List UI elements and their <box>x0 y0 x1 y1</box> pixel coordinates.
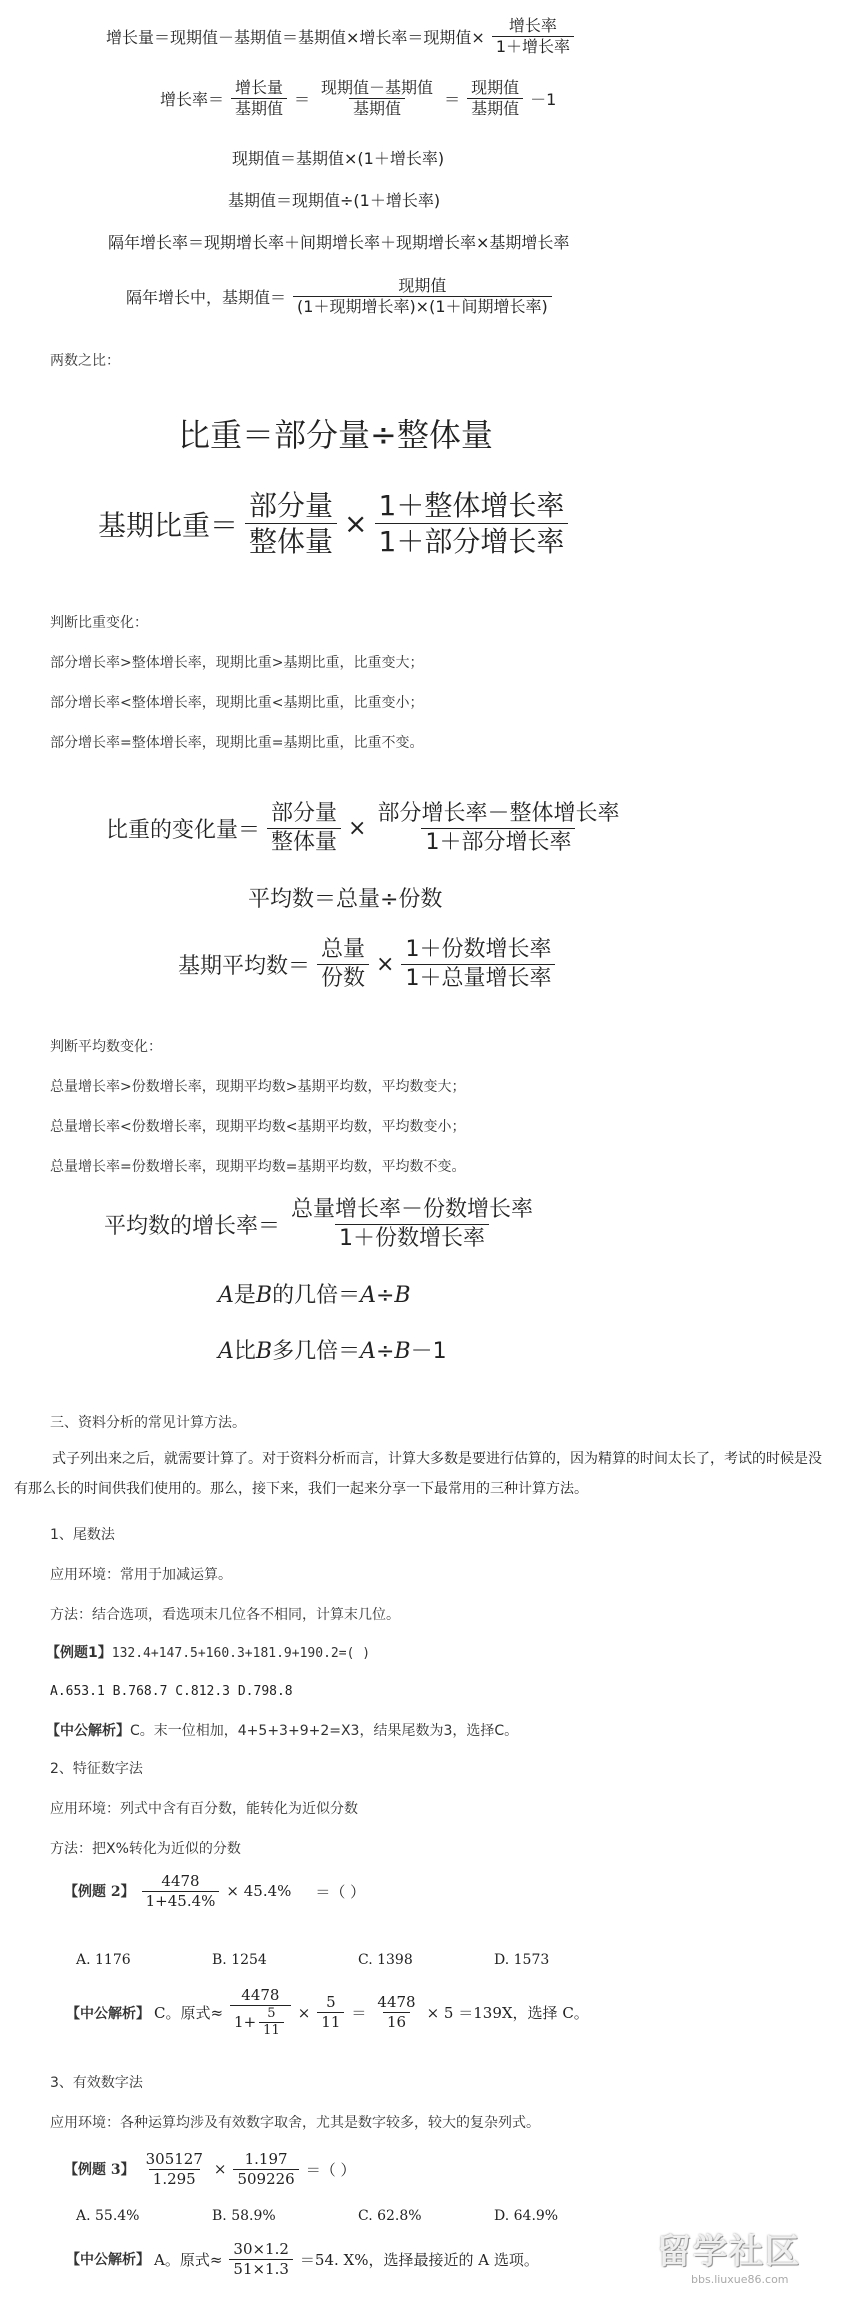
answer-text: ＝54. X%，选择最接近的 A 选项。 <box>299 2250 539 2269</box>
denominator <box>230 2005 291 2040</box>
numerator: 305127 <box>145 2150 203 2168</box>
formula-increment <box>106 16 577 57</box>
option-b: B. 58.9% <box>212 2208 276 2224</box>
formula-text: 比重的变化量＝ <box>106 817 261 843</box>
denominator: 1＋总量增长率 <box>401 964 555 993</box>
section-heading: 三、资料分析的常见计算方法。 <box>50 1415 246 1431</box>
method-env: 应用环境：常用于加减运算。 <box>50 1567 232 1583</box>
numerator: 1＋整体增长率 <box>378 489 565 522</box>
judge-line: 部分增长率<整体增长率，现期比重<基期比重，比重变小； <box>50 695 424 711</box>
option-a: A. 1176 <box>76 1952 131 1968</box>
numerator: 总量增长率－份数增长率 <box>291 1197 534 1222</box>
var-b: B <box>255 1283 273 1308</box>
numerator: 5 <box>326 1993 336 2012</box>
option-c: C. 1398 <box>358 1952 413 1968</box>
times: × <box>213 2160 227 2179</box>
denominator: 509226 <box>233 2169 298 2189</box>
minus-one: －1 <box>530 90 557 109</box>
method-desc: 方法：结合选项，看选项末几位各不相同，计算末几位。 <box>50 1607 400 1623</box>
denominator: 51×1.3 <box>229 2259 293 2279</box>
numerator: 现期值－基期值 <box>321 78 434 97</box>
judge-line: 总量增长率>份数增长率，现期平均数>基期平均数，平均数变大； <box>50 1079 466 1095</box>
option-d: D. 1573 <box>494 1952 550 1968</box>
denominator: 11 <box>259 2022 284 2039</box>
section-heading: 两数之比： <box>50 353 120 369</box>
example-text: 132.4+147.5+160.3+181.9+190.2=( ) <box>111 1646 371 1661</box>
denominator: 基期值 <box>467 98 523 119</box>
var-a: A <box>360 1339 376 1364</box>
watermark-url: bbs.liuxue86.com <box>691 2273 789 2286</box>
fraction <box>259 2006 284 2040</box>
formula-text: 平均数的增长率＝ <box>104 1213 281 1239</box>
fraction <box>293 276 552 317</box>
numerator: 4478 <box>377 1993 416 2012</box>
method-title: 1、尾数法 <box>50 1527 115 1543</box>
formula-text: ＝（ ） <box>305 2160 356 2179</box>
example-3 <box>64 2150 356 2189</box>
formula-base-average <box>178 936 558 992</box>
numerator: 部分增长率－整体增长率 <box>377 801 620 826</box>
formula-interval-base <box>126 276 555 317</box>
formula-proportion: 比重＝部分量÷整体量 <box>178 416 493 454</box>
times: × <box>348 815 367 841</box>
answer-3 <box>66 2240 539 2279</box>
fraction <box>375 488 569 559</box>
denominator: 整体量 <box>245 523 337 559</box>
example-label: 【例题 2】 <box>64 1884 135 1901</box>
watermark-logo <box>657 2224 827 2290</box>
denominator: 1＋份数增长率 <box>335 1224 489 1253</box>
method-title: 2、特征数字法 <box>50 1761 143 1777</box>
method-env: 应用环境：列式中含有百分数，能转化为近似分数 <box>50 1801 358 1817</box>
fraction <box>373 800 623 856</box>
equals: ＝ <box>294 90 311 109</box>
equals: ＝ <box>444 90 461 109</box>
formula-current-value: 现期值＝基期值×(1＋增长率) <box>232 149 445 168</box>
watermark-title: 留学社区 <box>657 2232 801 2272</box>
formula-text: 是 <box>233 1283 256 1308</box>
formula-times-of <box>218 1278 411 1309</box>
times: × <box>344 507 368 540</box>
numerator: 5 <box>267 2005 276 2021</box>
formula-times-more <box>218 1334 447 1365</box>
method-desc: 方法：把X%转化为近似的分数 <box>50 1841 241 1857</box>
formula-text: 的几倍＝ <box>272 1283 361 1308</box>
divide: ÷ <box>375 1283 395 1308</box>
option-a: A. 55.4% <box>76 2208 140 2224</box>
judge-line: 部分增长率=整体增长率，现期比重=基期比重，比重不变。 <box>50 735 424 751</box>
numerator: 增长量 <box>235 78 284 97</box>
minus-one: －1 <box>410 1339 447 1364</box>
fraction <box>231 78 287 119</box>
denominator: 1＋部分增长率 <box>421 828 575 857</box>
denominator: 基期值 <box>349 98 405 119</box>
formula-average: 平均数＝总量÷份数 <box>248 887 443 912</box>
numerator: 增长率 <box>508 16 557 35</box>
denominator: 整体量 <box>267 828 341 857</box>
judge-title: 判断平均数变化： <box>50 1039 162 1055</box>
formula-text: × 45.4% <box>226 1882 292 1901</box>
denominator: 1.295 <box>149 2169 200 2189</box>
formula-text: 1+ <box>234 2013 257 2032</box>
option-b: B. 1254 <box>212 1952 267 1968</box>
fraction <box>467 78 523 119</box>
fraction <box>492 16 574 57</box>
example-1 <box>46 1642 370 1662</box>
option-c: C. 62.8% <box>358 2208 422 2224</box>
var-a: A <box>218 1339 234 1364</box>
formula-average-growth <box>104 1196 540 1252</box>
answer-text: × 5 ＝139X，选择 C。 <box>426 2004 589 2023</box>
denominator: 1+45.4% <box>142 1891 220 1911</box>
var-b: B <box>394 1283 411 1308</box>
var-b: B <box>255 1339 273 1364</box>
formula-base-value: 基期值＝现期值÷(1＋增长率) <box>228 191 441 210</box>
fraction <box>317 78 437 119</box>
example-label: 【例题 3】 <box>64 2162 135 2179</box>
example-2 <box>64 1872 365 1911</box>
judge-line: 总量增长率=份数增长率，现期平均数=基期平均数，平均数不变。 <box>50 1159 466 1175</box>
formula-text: 基期比重＝ <box>98 508 239 542</box>
numerator: 部分量 <box>249 489 334 522</box>
numerator: 1.197 <box>244 2150 288 2168</box>
numerator: 4478 <box>161 1872 200 1890</box>
formula-proportion-change <box>106 800 626 856</box>
times: × <box>297 2003 311 2022</box>
numerator: 30×1.2 <box>233 2240 289 2258</box>
var-a: A <box>218 1283 234 1308</box>
fraction <box>317 1993 344 2032</box>
answer-text: A。原式≈ <box>154 2250 223 2269</box>
answer-label: 【中公解析】 <box>66 2252 150 2269</box>
formula-text: 增长量＝现期值－基期值＝基期值×增长率＝现期值× <box>106 28 485 47</box>
formula-interval-growth: 隔年增长率＝现期增长率＋间期增长率＋现期增长率×基期增长率 <box>108 233 570 252</box>
answer-text: C。末一位相加，4+5+3+9+2=X3，结果尾数为3，选择C。 <box>130 1723 519 1739</box>
formula-growth-rate <box>160 78 556 119</box>
fraction <box>317 936 369 992</box>
denominator: 基期值 <box>231 98 287 119</box>
denominator: 份数 <box>317 964 369 993</box>
denominator: 16 <box>383 2012 410 2032</box>
fraction <box>142 2150 207 2189</box>
method-env: 应用环境：各种运算均涉及有效数字取舍，尤其是数字较多，较大的复杂列式。 <box>50 2115 540 2131</box>
formula-text: 基期平均数＝ <box>178 953 311 979</box>
numerator: 1＋份数增长率 <box>405 937 552 962</box>
fraction <box>245 488 337 559</box>
judge-title: 判断比重变化： <box>50 615 148 631</box>
fraction <box>233 2150 298 2189</box>
denominator: 1＋增长率 <box>492 36 574 57</box>
formula-text: 多几倍＝ <box>272 1339 361 1364</box>
numerator: 总量 <box>321 937 366 962</box>
fraction <box>373 1993 419 2032</box>
formula-base-proportion <box>98 488 571 559</box>
fraction <box>401 936 555 992</box>
example-options: A.653.1 B.768.7 C.812.3 D.798.8 <box>50 1684 293 1699</box>
judge-line: 总量增长率<份数增长率，现期平均数<基期平均数，平均数变小； <box>50 1119 466 1135</box>
answer-label: 【中公解析】 <box>66 2005 150 2022</box>
numerator: 部分量 <box>271 801 338 826</box>
divide: ÷ <box>375 1339 395 1364</box>
option-d: D. 64.9% <box>494 2208 559 2224</box>
denominator: 1＋部分增长率 <box>375 523 569 559</box>
times: × <box>376 951 395 977</box>
answer-2 <box>66 1986 589 2039</box>
numerator: 现期值 <box>471 78 520 97</box>
denominator: 11 <box>317 2012 344 2032</box>
fraction <box>229 2240 293 2279</box>
var-b: B <box>394 1339 411 1364</box>
example-label: 【例题1】 <box>46 1645 112 1661</box>
denominator: (1＋现期增长率)×(1＋间期增长率) <box>293 296 552 317</box>
answer-1 <box>46 1720 518 1740</box>
equals: ＝ <box>351 2004 367 2023</box>
method-title: 3、有效数字法 <box>50 2075 143 2091</box>
fraction <box>142 1872 220 1911</box>
fraction <box>267 800 341 856</box>
formula-text: 比 <box>233 1339 256 1364</box>
judge-line: 部分增长率>整体增长率，现期比重>基期比重，比重变大； <box>50 655 424 671</box>
formula-text: 隔年增长中，基期值＝ <box>126 288 287 307</box>
numerator: 现期值 <box>398 276 447 295</box>
formula-text: ＝（ ） <box>315 1882 366 1901</box>
intro-paragraph: 式子列出来之后，就需要计算了。对于资料分析而言，计算大多数是要进行估算的，因为精算的时间太长了，考试的时候是没有那么长的时间供我们使用的。那么，接下来，我们一起来分享一下最常用的三种计算方法。 <box>14 1451 822 1497</box>
fraction <box>230 1986 291 2039</box>
var-a: A <box>360 1283 376 1308</box>
fraction <box>287 1196 537 1252</box>
answer-text: C。原式≈ <box>154 2004 224 2023</box>
answer-label: 【中公解析】 <box>46 1723 130 1739</box>
formula-text: 增长率＝ <box>160 90 225 109</box>
numerator: 4478 <box>241 1986 280 2004</box>
